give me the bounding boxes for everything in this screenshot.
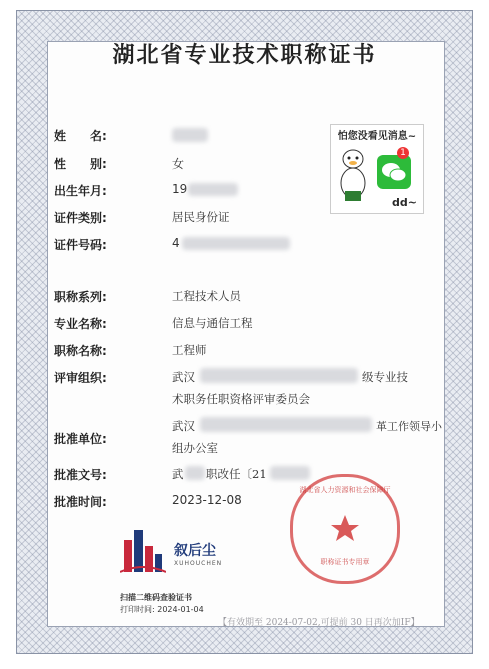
scan-instruction: 扫描二维码查验证书 [120,593,192,602]
validity-note: 【有效期至 2024-07-02,可提前 30 日再次加IF】 [218,618,420,628]
id-no-value: 4 [172,236,180,250]
notification-badge: 1 [397,147,409,159]
title-label: 职称名称: [54,344,107,358]
approve-line2: 组办公室 [172,441,218,455]
birth-value: 19 [172,182,188,196]
official-seal [290,474,400,584]
doc-no-label: 批准文号: [54,468,107,482]
seal-subtext: 职称证书专用章 [320,558,370,566]
id-no-label: 证件号码: [54,238,107,252]
city-skyline-icon [120,526,166,576]
duck-icon [337,147,369,203]
seal-text: 湖北省人力资源和社会保障厅 [299,486,391,494]
sticker-signature: dd~ [392,196,417,209]
watermark-logo [120,526,270,586]
review-redacted [200,368,358,383]
approve-redacted [200,417,372,432]
print-time: 打印时间: 2024-01-04 [120,605,204,614]
birth-redacted [188,183,238,196]
series-label: 职称系列: [54,290,107,304]
sticker-message: 怕您没看见消息~ [337,131,417,142]
name-redacted [172,128,208,142]
logo-sub: XUHOUCHEN [174,560,223,567]
gender-label: 性 别: [54,157,107,171]
review-line2: 术职务任职资格评审委员会 [172,392,310,406]
id-type-value: 居民身份证 [172,210,230,224]
approve-line1-end: 革工作领导小 [376,420,442,433]
gender-value: 女 [172,157,185,171]
logo-name: 叙后尘 [174,543,216,559]
approve-line1-start: 武汉 [172,419,195,433]
title-value: 工程师 [172,343,207,357]
review-label: 评审组织: [54,371,107,385]
time-value: 2023-12-08 [172,493,242,507]
approve-label: 批准单位: [54,432,107,446]
major-label: 专业名称: [54,317,107,331]
series-value: 工程技术人员 [172,289,241,303]
doc-no-redacted-1 [185,466,205,480]
doc-no-mid: 职改任〔21 [206,467,267,481]
birth-label: 出生年月: [54,184,107,198]
review-line1-end: 级专业技 [362,370,408,384]
id-no-redacted [182,237,290,250]
doc-no-start: 武 [172,467,184,481]
major-value: 信息与通信工程 [172,316,253,330]
time-label: 批准时间: [54,495,107,509]
certificate-title: 湖北省专业技术职称证书 [112,43,377,68]
id-type-label: 证件类别: [54,211,107,225]
name-label: 姓 名: [54,129,107,143]
review-line1-start: 武汉 [172,370,195,384]
wechat-icon [377,155,411,189]
wechat-sticker [330,124,424,214]
